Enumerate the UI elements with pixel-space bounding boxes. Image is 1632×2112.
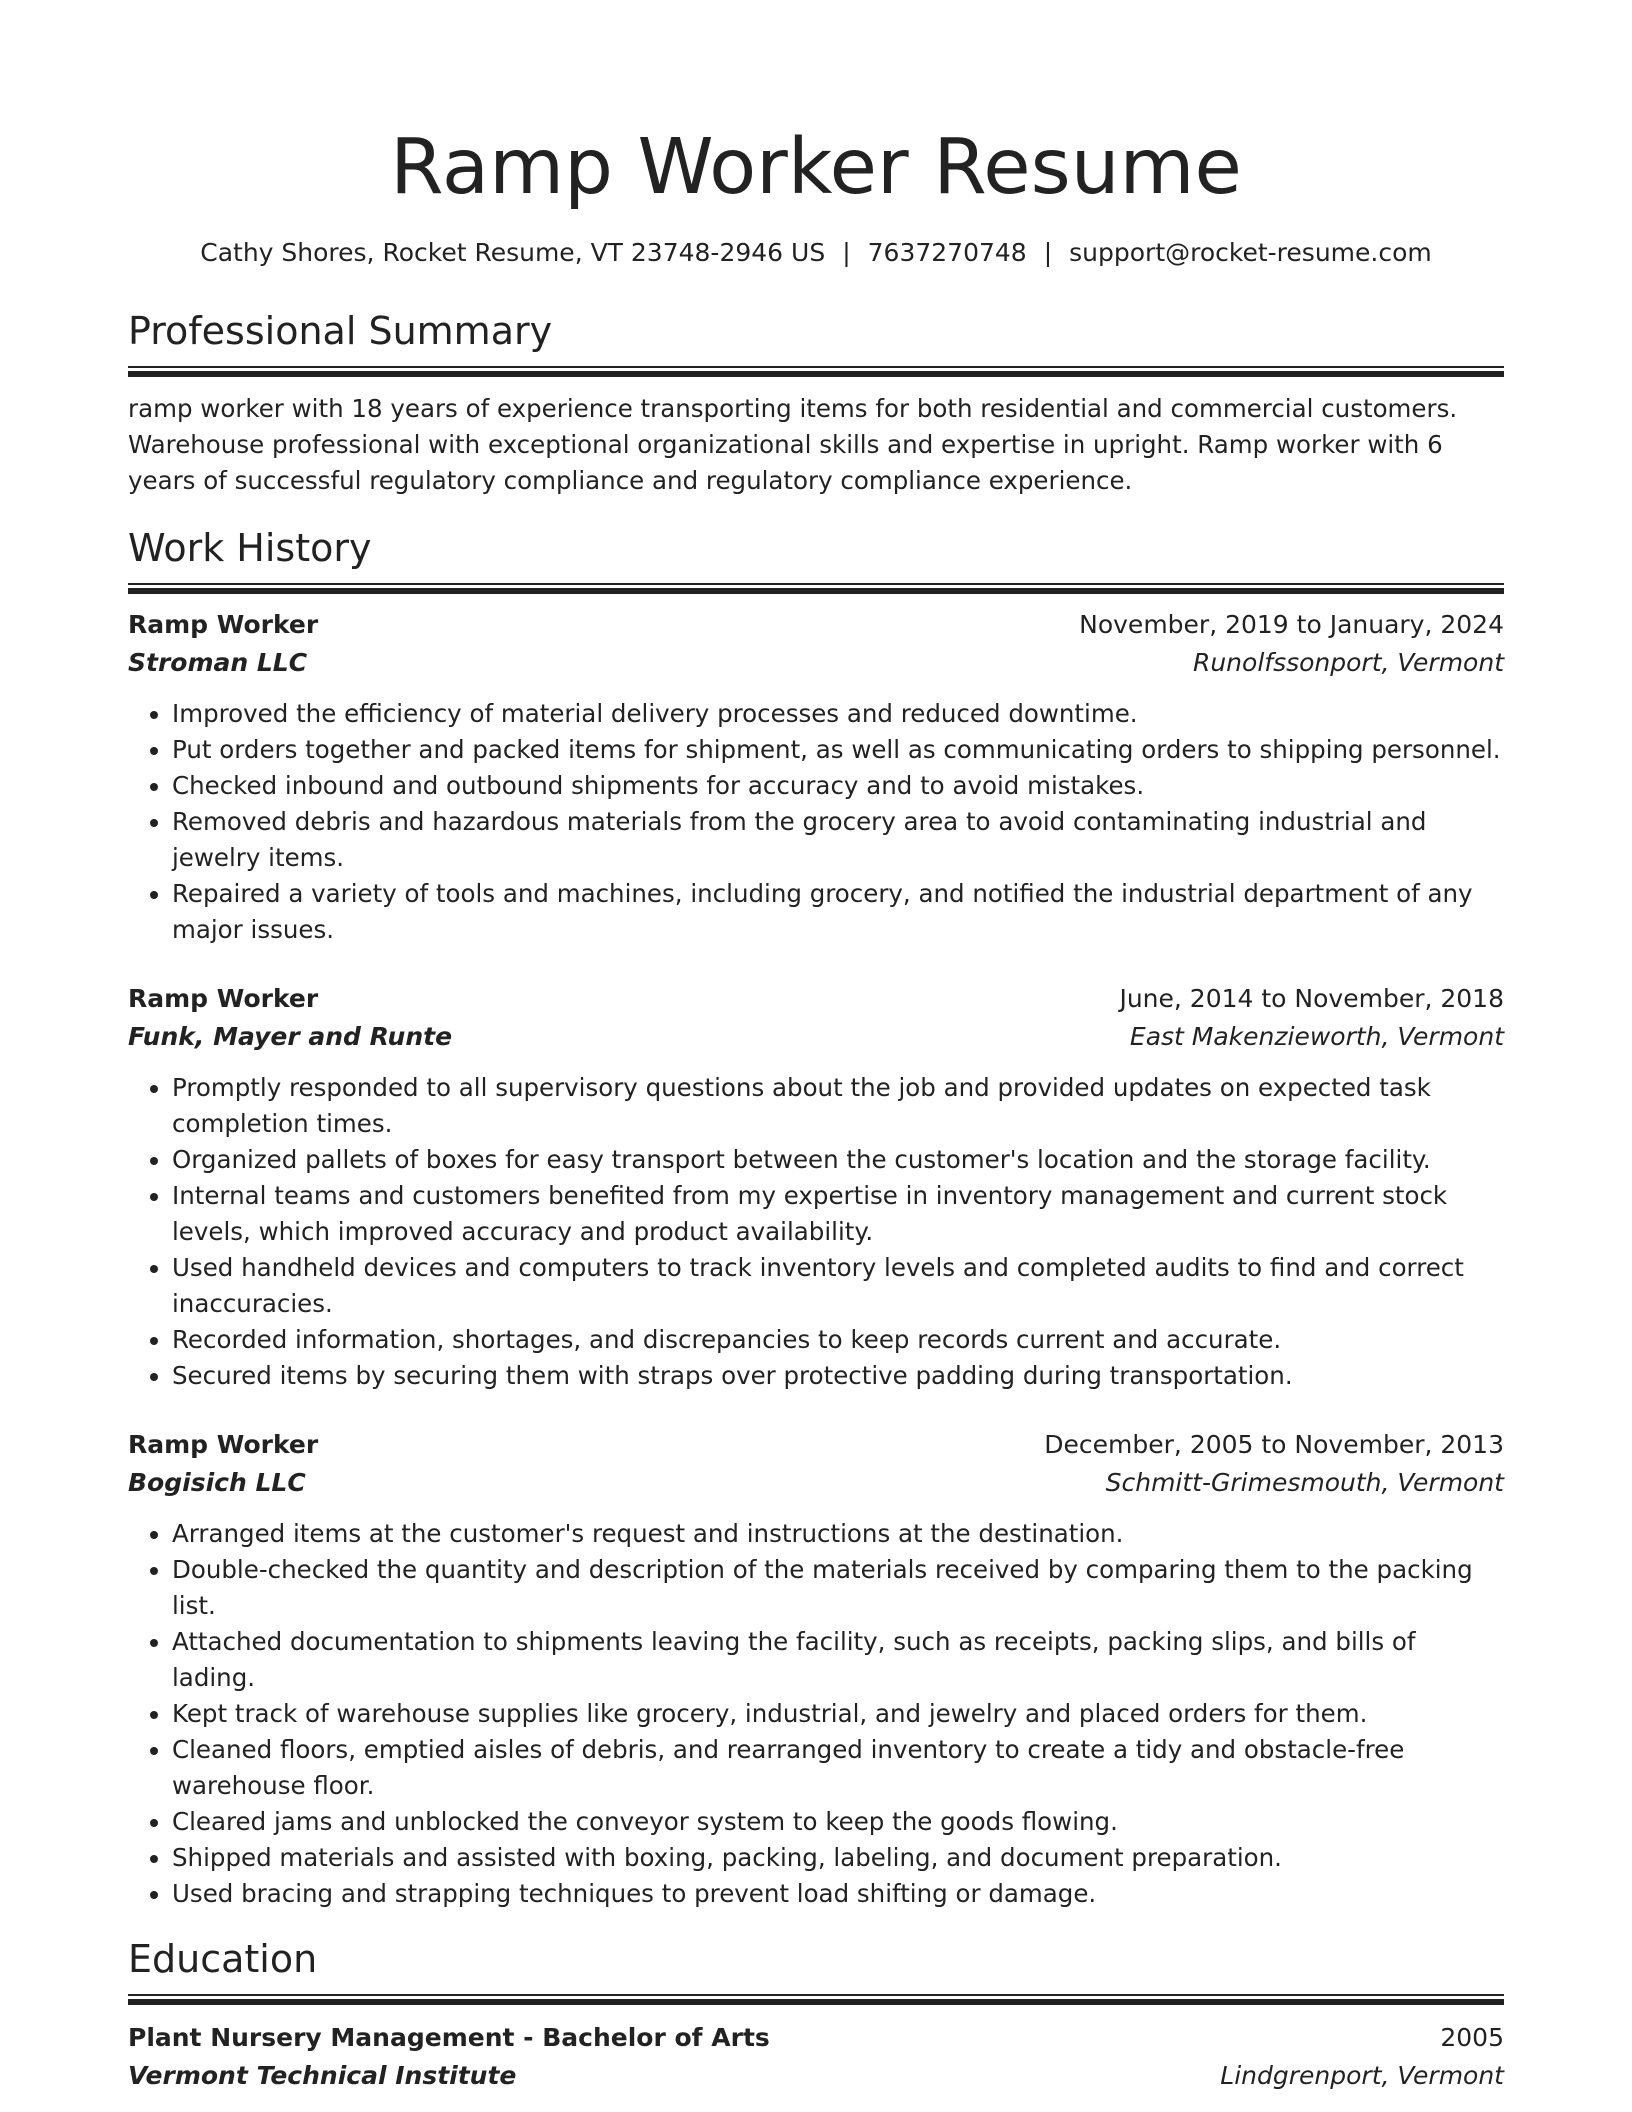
job-bullet: • Used bracing and strapping techniques to prevent load shifting or damage. xyxy=(172,1876,1504,1912)
contact-email: support@rocket-resume.com xyxy=(1069,238,1432,267)
contact-address: Cathy Shores, Rocket Resume, VT 23748-2946 US xyxy=(200,238,826,267)
job-bullet: • Improved the efficiency of material delivery processes and reduced downtime. xyxy=(172,696,1504,732)
job-bullet: • Promptly responded to all supervisory questions about the job and provided updates on expected task completion times. xyxy=(172,1070,1504,1142)
job-bullet: • Secured items by securing them with straps over protective padding during transportation. xyxy=(172,1358,1504,1394)
job-title: Ramp Worker xyxy=(128,1430,319,1459)
job-bullet: • Internal teams and customers benefited from my expertise in inventory management and current stock levels, which improved accuracy and product availability. xyxy=(172,1178,1504,1250)
job-bullet-list xyxy=(128,696,1504,948)
job-bullet: • Kept track of warehouse supplies like grocery, industrial, and jewelry and placed orders for them. xyxy=(172,1696,1504,1732)
job-bullet: • Organized pallets of boxes for easy transport between the customer's location and the storage facility. xyxy=(172,1142,1504,1178)
section-heading-work-history: Work History xyxy=(128,526,372,570)
contact-line xyxy=(128,236,1504,270)
job-entry xyxy=(128,606,1504,948)
section-heading-summary: Professional Summary xyxy=(128,309,553,353)
work-history-section xyxy=(128,525,1504,1912)
job-bullet: • Removed debris and hazardous materials from the grocery area to avoid contaminating industrial and jewelry items. xyxy=(172,804,1504,876)
job-bullet: • Attached documentation to shipments leaving the facility, such as receipts, packing slips, and bills of lading. xyxy=(172,1624,1504,1696)
education-degree: Plant Nursery Management - Bachelor of Arts xyxy=(128,2023,770,2052)
education-school: Vermont Technical Institute xyxy=(128,2061,517,2090)
job-location: Runolfssonport, Vermont xyxy=(1192,648,1504,677)
education-location: Lindgrenport, Vermont xyxy=(1220,2061,1504,2090)
section-heading-education: Education xyxy=(128,1937,318,1981)
job-company: Funk, Mayer and Runte xyxy=(128,1022,453,1051)
job-entry xyxy=(128,1426,1504,1912)
job-title: Ramp Worker xyxy=(128,984,319,1013)
job-bullet: • Used handheld devices and computers to track inventory levels and completed audits to find and correct inaccuracies. xyxy=(172,1250,1504,1322)
section-divider xyxy=(128,366,1504,377)
contact-separator: | xyxy=(1043,238,1053,267)
job-company: Stroman LLC xyxy=(128,648,308,677)
education-entry xyxy=(128,2019,1504,2095)
contact-separator: | xyxy=(842,238,851,267)
resume-title: Ramp Worker Resume xyxy=(390,123,1242,212)
job-bullet: • Repaired a variety of tools and machines, including grocery, and notified the industrial department of any major issues. xyxy=(172,876,1504,948)
job-dates: December, 2005 to November, 2013 xyxy=(1044,1430,1504,1459)
education-year: 2005 xyxy=(1440,2023,1504,2052)
job-location: Schmitt-Grimesmouth, Vermont xyxy=(1105,1468,1504,1497)
job-bullet: • Shipped materials and assisted with boxing, packing, labeling, and document preparation. xyxy=(172,1840,1504,1876)
job-bullet-list xyxy=(128,1070,1504,1394)
job-entry xyxy=(128,980,1504,1394)
job-bullet: • Recorded information, shortages, and discrepancies to keep records current and accurate. xyxy=(172,1322,1504,1358)
job-dates: November, 2019 to January, 2024 xyxy=(1079,610,1504,639)
job-bullet: • Checked inbound and outbound shipments for accuracy and to avoid mistakes. xyxy=(172,768,1504,804)
job-bullet: • Arranged items at the customer's request and instructions at the destination. xyxy=(172,1516,1504,1552)
job-bullet: • Double-checked the quantity and description of the materials received by comparing them to the packing list. xyxy=(172,1552,1504,1624)
section-divider xyxy=(128,583,1504,594)
summary-text: ramp worker with 18 years of experience transporting items for both residential and commercial customers. Warehouse professional with exceptional organizational skills and expertise in upright. Ramp worker with 6 years of successful regulatory compliance and regulatory compliance experience. xyxy=(128,394,1458,495)
job-company: Bogisich LLC xyxy=(128,1468,306,1497)
professional-summary-section xyxy=(128,308,1504,499)
job-bullet-list xyxy=(128,1516,1504,1912)
section-divider xyxy=(128,1994,1504,2005)
contact-phone: 7637270748 xyxy=(867,238,1027,267)
job-location: East Makenzieworth, Vermont xyxy=(1129,1022,1504,1051)
job-bullet: • Cleaned floors, emptied aisles of debris, and rearranged inventory to create a tidy and obstacle-free warehouse floor. xyxy=(172,1732,1504,1804)
education-section xyxy=(128,1936,1504,2095)
job-bullet: • Cleared jams and unblocked the conveyor system to keep the goods flowing. xyxy=(172,1804,1504,1840)
job-dates: June, 2014 to November, 2018 xyxy=(1119,984,1504,1013)
job-bullet: • Put orders together and packed items for shipment, as well as communicating orders to shipping personnel. xyxy=(172,732,1504,768)
job-title: Ramp Worker xyxy=(128,610,319,639)
